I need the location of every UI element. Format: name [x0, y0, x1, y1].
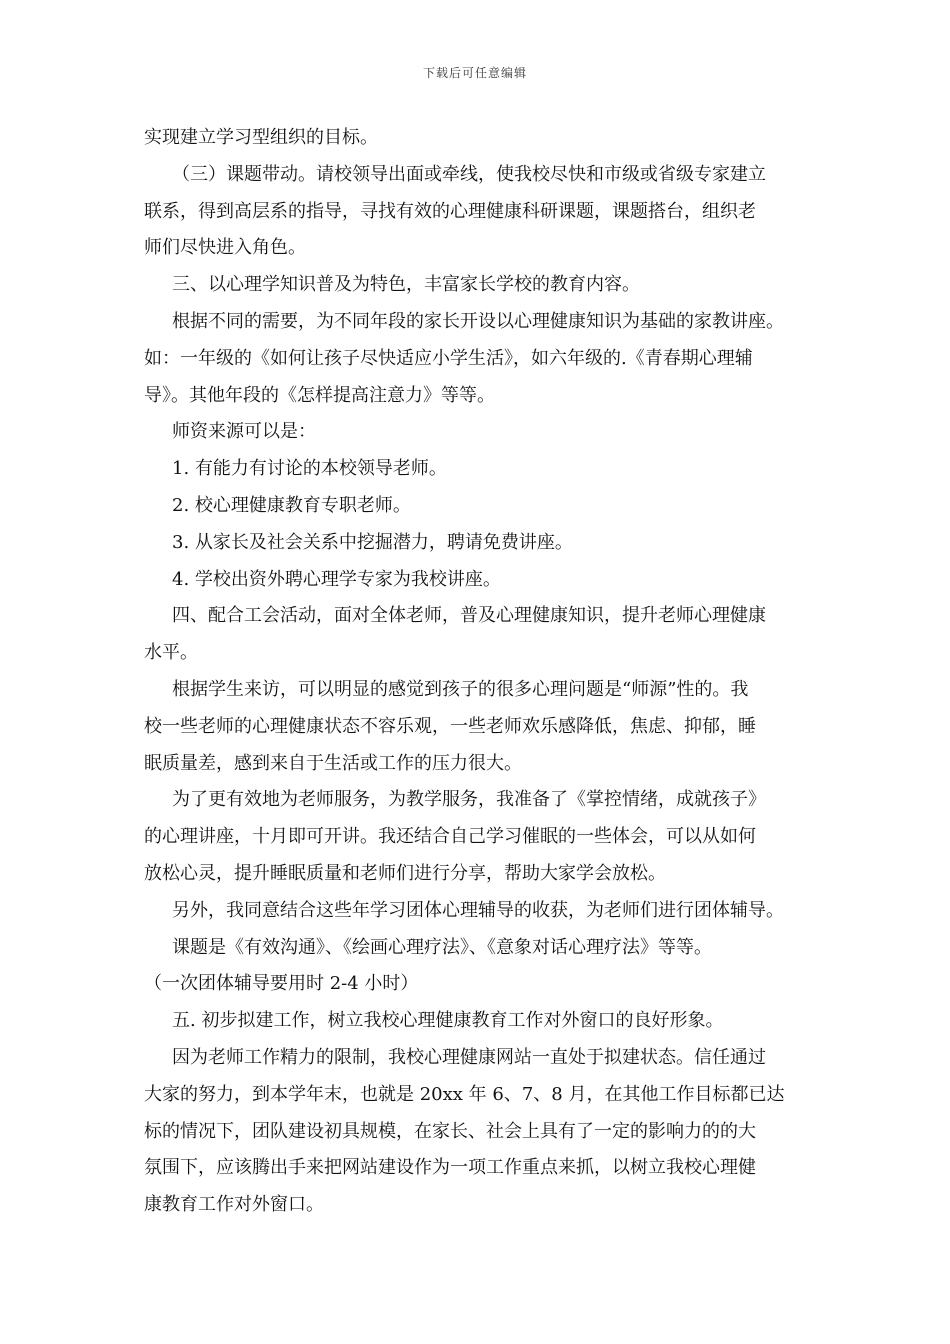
- text-line: 4. 学校出资外聘心理学专家为我校讲座。: [172, 568, 501, 590]
- text-line: （三）课题带动。请校领导出面或牵线，使我校尽快和市级或省级专家建立: [172, 163, 766, 185]
- text-line: 因为老师工作精力的限制，我校心理健康网站一直处于拟建状态。信任通过: [172, 1046, 766, 1068]
- text-line: 氛围下，应该腾出手来把网站建设作为一项工作重点来抓，以树立我校心理健: [144, 1157, 756, 1179]
- text-line: 3. 从家长及社会关系中挖掘潜力，聘请免费讲座。: [172, 531, 573, 553]
- text-line: 五. 初步拟建工作，树立我校心理健康教育工作对外窗口的良好形象。: [172, 1010, 724, 1032]
- text-line: 校一些老师的心理健康状态不容乐观，一些老师欢乐感降低，焦虑、抑郁，睡: [144, 715, 756, 737]
- text-line: （一次团体辅导要用时 2-4 小时）: [144, 973, 419, 995]
- text-line: 如：一年级的《如何让孩子尽快适应小学生活》，如六年级的.《青春期心理辅: [144, 347, 753, 369]
- text-line: 标的情况下，团队建设初具规模，在家长、社会上具有了一定的影响力的的大: [144, 1120, 756, 1142]
- page-header: 下载后可任意编辑: [422, 66, 527, 80]
- text-line: 师资来源可以是：: [172, 421, 316, 443]
- text-line: 根据不同的需要，为不同年段的家长开设以心理健康知识为基础的家教讲座。: [172, 310, 784, 332]
- text-line: 师们尽快进入角色。: [144, 237, 306, 259]
- document-body: [144, 120, 814, 1224]
- text-line: 另外，我同意结合这些年学习团体心理辅导的收获，为老师们进行团体辅导。: [172, 899, 784, 921]
- text-line: 三、以心理学知识普及为特色，丰富家长学校的教育内容。: [172, 274, 640, 296]
- text-line: 四、配合工会活动，面对全体老师，普及心理健康知识，提升老师心理健康: [172, 605, 766, 627]
- text-line: 的心理讲座，十月即可开讲。我还结合自己学习催眠的一些体会，可以从如何: [144, 826, 756, 848]
- text-line: 联系，得到高层系的指导，寻找有效的心理健康科研课题，课题搭台，组织老: [144, 200, 756, 222]
- text-line: 导》。其他年段的《怎样提高注意力》等等。: [144, 384, 495, 406]
- text-line: 水平。: [144, 642, 198, 664]
- text-line: 放松心灵，提升睡眠质量和老师们进行分享，帮助大家学会放松。: [144, 862, 666, 884]
- text-line: 大家的努力，到本学年末，也就是 20xx 年 6、7、8 月，在其他工作目标都已达: [144, 1083, 785, 1105]
- text-line: 1. 有能力有讨论的本校领导老师。: [172, 458, 447, 480]
- text-line: 课题是《有效沟通》、《绘画心理疗法》、《意象对话心理疗法》等等。: [172, 936, 712, 958]
- text-line: 实现建立学习型组织的目标。: [144, 127, 378, 148]
- text-line: 为了更有效地为老师服务，为教学服务，我准备了《掌控情绪，成就孩子》: [172, 789, 766, 811]
- text-line: 根据学生来访，可以明显的感觉到孩子的很多心理问题是“师源”性的。我: [172, 678, 749, 700]
- text-line: 2. 校心理健康教育专职老师。: [172, 494, 411, 516]
- text-line: 眠质量差，感到来自于生活或工作的压力很大。: [144, 752, 522, 774]
- text-line: 康教育工作对外窗口。: [144, 1194, 324, 1216]
